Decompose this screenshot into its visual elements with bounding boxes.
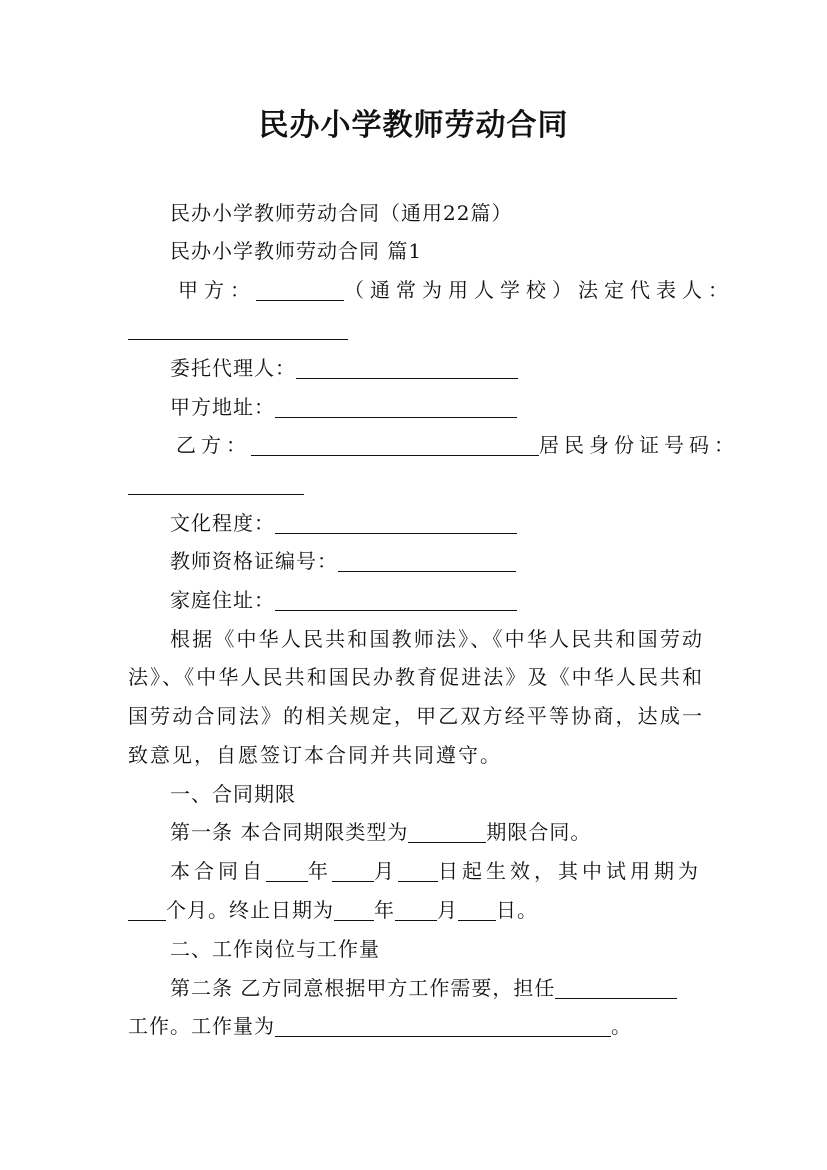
effective-line	[170, 858, 702, 884]
agent-label: 委托代理人：	[170, 356, 296, 380]
end-month-blank	[395, 900, 437, 921]
party-a-address-line	[170, 394, 517, 420]
home-blank	[275, 590, 517, 611]
cert-label: 教师资格证编号：	[170, 549, 338, 573]
party-a-note: （通常为用人学校）法定代表人：	[344, 278, 734, 302]
agent-line	[170, 355, 518, 381]
day-blank	[398, 861, 438, 882]
month-label: 月	[374, 859, 398, 883]
probation-months-blank	[128, 900, 166, 921]
id-number-line	[128, 471, 304, 497]
id-label: 居民身份证号码：	[539, 433, 739, 457]
day-label: 日。	[496, 898, 538, 922]
paragraph-line: 法》、《中华人民共和国民办教育促进法》及《中华人民共和	[128, 665, 702, 689]
agent-blank	[296, 358, 518, 379]
party-a-address-label: 甲方地址：	[170, 395, 275, 419]
party-a-blank	[256, 280, 344, 301]
education-label: 文化程度：	[170, 511, 275, 535]
year-label: 年	[308, 859, 332, 883]
section-heading: 二、工作岗位与工作量	[170, 937, 380, 961]
effective-text: 本合同自	[170, 859, 266, 883]
year-blank	[266, 861, 308, 882]
subtitle: 民办小学教师劳动合同（通用22篇）	[170, 201, 513, 225]
party-a-address-blank	[275, 397, 517, 418]
article-2-text: 第二条 乙方同意根据甲方工作需要，担任	[170, 976, 556, 1000]
year-label: 年	[374, 898, 395, 922]
article-1-text: 第一条 本合同期限类型为	[170, 820, 409, 844]
end-year-blank	[334, 900, 374, 921]
position-blank	[555, 978, 677, 999]
cert-line	[170, 548, 516, 574]
workload-line	[128, 1013, 632, 1039]
party-b-blank	[251, 435, 539, 456]
article-2-line	[170, 975, 677, 1001]
party-b-line	[176, 432, 739, 458]
article-1-line	[170, 819, 591, 845]
paragraph-line: 国劳动合同法》的相关规定，甲乙双方经平等协商，达成一	[128, 704, 702, 728]
termination-line	[128, 897, 538, 923]
party-a-line	[178, 277, 734, 303]
cert-blank	[338, 551, 516, 572]
section-heading: 一、合同期限	[170, 782, 296, 806]
legal-rep-blank	[128, 319, 348, 340]
party-a-label: 甲方：	[178, 278, 256, 302]
article-1-suffix: 期限合同。	[486, 820, 592, 844]
month-label: 月	[437, 898, 458, 922]
probation-text: 日起生效，其中试用期为	[438, 859, 702, 883]
month-blank	[332, 861, 374, 882]
end-day-blank	[458, 900, 496, 921]
workload-blank	[275, 1016, 611, 1037]
paragraph-line: 根据《中华人民共和国教师法》、《中华人民共和国劳动	[170, 627, 702, 651]
id-number-blank	[128, 474, 304, 495]
chapter-heading: 民办小学教师劳动合同 篇1	[170, 239, 423, 263]
paragraph-line: 致意见，自愿签订本合同并共同遵守。	[128, 743, 502, 767]
contract-type-blank	[408, 822, 486, 843]
termination-text: 个月。终止日期为	[166, 898, 334, 922]
workload-text: 工作。工作量为	[128, 1014, 275, 1038]
party-b-label: 乙方：	[176, 433, 251, 457]
period: 。	[611, 1014, 632, 1038]
education-line	[170, 510, 517, 536]
education-blank	[275, 513, 517, 534]
home-line	[170, 587, 517, 613]
legal-rep-line	[128, 316, 348, 342]
home-label: 家庭住址：	[170, 588, 275, 612]
document-title: 民办小学教师劳动合同	[258, 108, 569, 143]
